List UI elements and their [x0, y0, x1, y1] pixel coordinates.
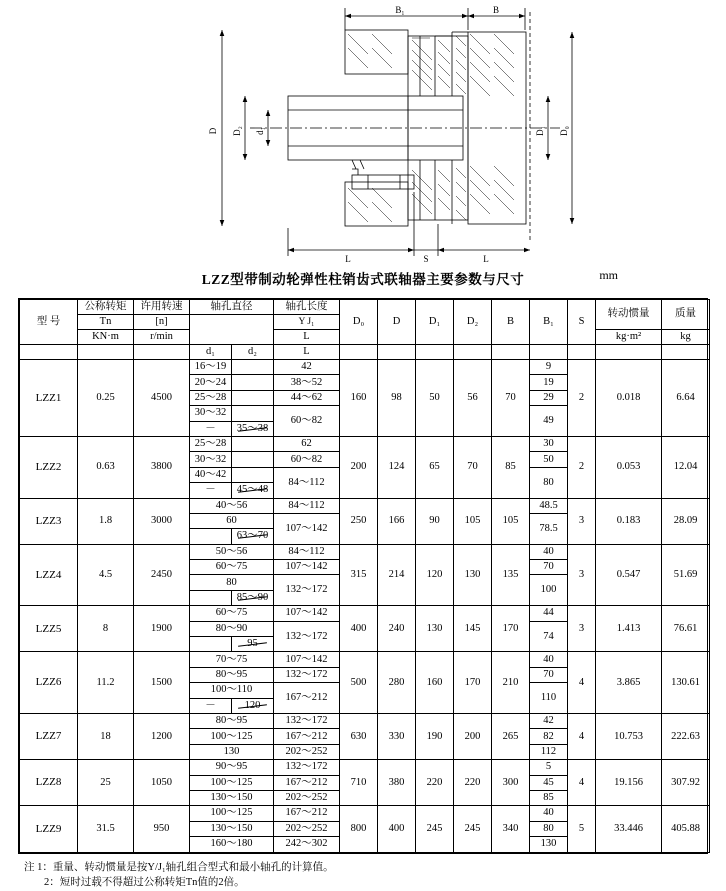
cell-bore-d1: 40～42 — [190, 467, 232, 482]
cell-bore-length: 202～252 — [274, 821, 340, 836]
cell-bore-diameter: 80 — [190, 575, 274, 590]
cell-B: 170 — [492, 606, 530, 652]
table-row — [20, 760, 710, 775]
cell-D1: 120 — [416, 544, 454, 606]
cell-B1: 40 — [530, 806, 568, 821]
dim-label-L-left: L — [345, 254, 351, 264]
strikethrough-mark — [238, 704, 267, 709]
cell-D0: 800 — [340, 806, 378, 852]
cell-D0: 200 — [340, 436, 378, 498]
cell-B1: 80 — [530, 821, 568, 836]
cell-D1: 160 — [416, 652, 454, 714]
cell-bore-length: 167～212 — [274, 775, 340, 790]
dim-label-D0: D₀ — [559, 126, 569, 136]
cell-bore-d2: 120 — [232, 698, 274, 713]
cell-bore-d1: 30～32 — [190, 452, 232, 467]
cell-D2: 105 — [454, 498, 492, 544]
cell-mass: 12.04 — [662, 436, 710, 498]
cell-S: 5 — [568, 806, 596, 852]
cell-bore-length: 84～112 — [274, 467, 340, 498]
cell-bore-d2 — [232, 390, 274, 405]
th-bore-len-type: Y J₁ — [274, 315, 340, 330]
cell-bore-length: 167～212 — [274, 729, 340, 744]
cell-D0: 500 — [340, 652, 378, 714]
cell-D2: 56 — [454, 360, 492, 437]
cell-S: 4 — [568, 652, 596, 714]
th-B1: B₁ — [530, 300, 568, 345]
cell-mass: 6.64 — [662, 360, 710, 437]
th-bore-len: 轴孔长度 — [274, 300, 340, 315]
cell-bore-d2 — [232, 406, 274, 421]
th-D: D — [378, 300, 416, 345]
cell-torque: 31.5 — [78, 806, 134, 852]
cell-mass: 51.69 — [662, 544, 710, 606]
cell-B: 85 — [492, 436, 530, 498]
cell-model: LZZ8 — [20, 760, 78, 806]
cell-bore-diameter: 50～56 — [190, 544, 274, 559]
cell-bore-diameter: 60～75 — [190, 606, 274, 621]
cell-inertia: 10.753 — [596, 713, 662, 759]
cell-D: 280 — [378, 652, 416, 714]
th-blank-torque — [78, 345, 134, 360]
cell-B1: 110 — [530, 683, 568, 714]
strikethrough-mark — [238, 596, 267, 601]
cell-mass: 28.09 — [662, 498, 710, 544]
cell-inertia: 0.018 — [596, 360, 662, 437]
th-bore-dia: 轴孔直径 — [190, 300, 274, 315]
coupling-drawing-svg — [0, 0, 726, 268]
cell-bore-length: 44～62 — [274, 390, 340, 405]
cell-B1: 9 — [530, 360, 568, 375]
cell-model: LZZ2 — [20, 436, 78, 498]
cell-bore-diameter: 130～150 — [190, 790, 274, 805]
cell-S: 3 — [568, 544, 596, 606]
table-row — [20, 713, 710, 728]
cell-bore-diameter: 100～125 — [190, 806, 274, 821]
th-blank-D1 — [416, 345, 454, 360]
cell-B1: 44 — [530, 606, 568, 621]
cell-torque: 18 — [78, 713, 134, 759]
cell-bore-length: 107～142 — [274, 513, 340, 544]
cell-bore-diameter: 130 — [190, 744, 274, 759]
cell-D2: 220 — [454, 760, 492, 806]
cell-speed: 2450 — [134, 544, 190, 606]
cell-bore-length: 60～82 — [274, 406, 340, 437]
cell-D1: 245 — [416, 806, 454, 852]
table-row — [20, 360, 710, 375]
cell-speed: 4500 — [134, 360, 190, 437]
dim-label-d1: d₁ — [255, 127, 265, 135]
cell-D0: 315 — [340, 544, 378, 606]
cell-bore-length: 42 — [274, 360, 340, 375]
cell-mass: 222.63 — [662, 713, 710, 759]
cell-D0: 250 — [340, 498, 378, 544]
table-row — [20, 436, 710, 451]
table-title: LZZ型带制动轮弹性柱销齿式联轴器主要参数与尺寸 — [202, 272, 525, 287]
cell-D: 166 — [378, 498, 416, 544]
cell-bore-length: 132～172 — [274, 760, 340, 775]
cell-bore-length: 202～252 — [274, 744, 340, 759]
cell-model: LZZ1 — [20, 360, 78, 437]
cell-B: 340 — [492, 806, 530, 852]
th-torque-2: Tn — [78, 315, 134, 330]
dim-label-B: B — [493, 5, 499, 15]
cell-B1: 70 — [530, 667, 568, 682]
cell-B1: 45 — [530, 775, 568, 790]
cell-torque: 11.2 — [78, 652, 134, 714]
th-inertia-2: kg·m² — [596, 330, 662, 345]
cell-inertia: 19.156 — [596, 760, 662, 806]
cell-bore-length: 167～212 — [274, 806, 340, 821]
table-body — [20, 360, 710, 853]
th-subheader-row — [20, 345, 710, 360]
cell-mass: 76.61 — [662, 606, 710, 652]
cell-B1: 112 — [530, 744, 568, 759]
cell-bore-length: 62 — [274, 436, 340, 451]
cell-B1: 30 — [530, 436, 568, 451]
th-S: S — [568, 300, 596, 345]
cell-D2: 70 — [454, 436, 492, 498]
cell-D1: 190 — [416, 713, 454, 759]
th-mass-1: 质量 — [662, 300, 710, 330]
cell-bore-diameter: 90～95 — [190, 760, 274, 775]
cell-B1: 40 — [530, 544, 568, 559]
cell-torque: 25 — [78, 760, 134, 806]
cell-bore-length: 107～142 — [274, 606, 340, 621]
cell-speed: 3000 — [134, 498, 190, 544]
dim-label-S: S — [423, 254, 428, 264]
cell-S: 3 — [568, 606, 596, 652]
cell-bore-length: 107～142 — [274, 560, 340, 575]
cell-bore-length: 132～172 — [274, 621, 340, 652]
cell-bore-diameter: 40～56 — [190, 498, 274, 513]
cell-bore-diameter: 160～180 — [190, 837, 274, 852]
cell-speed: 1900 — [134, 606, 190, 652]
dim-label-D1: D₁ — [535, 126, 545, 136]
cell-B: 300 — [492, 760, 530, 806]
cell-B1: 82 — [530, 729, 568, 744]
cell-model: LZZ4 — [20, 544, 78, 606]
cell-B1: 70 — [530, 560, 568, 575]
th-blank-D — [378, 345, 416, 360]
cell-mass: 130.61 — [662, 652, 710, 714]
cell-speed: 1200 — [134, 713, 190, 759]
cell-torque: 4.5 — [78, 544, 134, 606]
cell-D: 214 — [378, 544, 416, 606]
cell-mass: 405.88 — [662, 806, 710, 852]
cell-D2: 145 — [454, 606, 492, 652]
cell-torque: 0.25 — [78, 360, 134, 437]
cell-bore-d2 — [232, 467, 274, 482]
cell-bore-length: 38～52 — [274, 375, 340, 390]
cell-S: 4 — [568, 713, 596, 759]
th-mass-2: kg — [662, 330, 710, 345]
cell-bore-diameter: 100～125 — [190, 775, 274, 790]
cell-D1: 130 — [416, 606, 454, 652]
cell-B1: 48.5 — [530, 498, 568, 513]
table-title-row — [0, 268, 726, 294]
cell-B: 210 — [492, 652, 530, 714]
cell-bore-d1: － — [190, 421, 232, 436]
th-speed-3: r/min — [134, 330, 190, 345]
cell-bore-diameter: 70～75 — [190, 652, 274, 667]
cell-D: 380 — [378, 760, 416, 806]
cell-S: 4 — [568, 760, 596, 806]
cell-D2: 245 — [454, 806, 492, 852]
cell-B1: 29 — [530, 390, 568, 405]
cell-speed: 3800 — [134, 436, 190, 498]
cell-bore-length: 167～212 — [274, 683, 340, 714]
cell-B1: 74 — [530, 621, 568, 652]
cell-bore-diameter: 100～110 — [190, 683, 274, 698]
cell-torque: 8 — [78, 606, 134, 652]
cell-speed: 1500 — [134, 652, 190, 714]
th-D2: D₂ — [454, 300, 492, 345]
unit-label: mm — [599, 268, 618, 283]
cell-B1: 40 — [530, 652, 568, 667]
cell-bore-diameter: 130～150 — [190, 821, 274, 836]
cell-bore-length: 202～252 — [274, 790, 340, 805]
cell-B1: 85 — [530, 790, 568, 805]
th-blank-D0 — [340, 345, 378, 360]
technical-drawing — [0, 0, 726, 268]
cell-mass: 307.92 — [662, 760, 710, 806]
th-torque-3: KN·m — [78, 330, 134, 345]
cell-B1: 78.5 — [530, 513, 568, 544]
th-blank-D2 — [454, 345, 492, 360]
th-blank-B — [492, 345, 530, 360]
notes-block — [24, 860, 706, 891]
cell-bore-diameter: 80～95 — [190, 713, 274, 728]
cell-S: 2 — [568, 436, 596, 498]
dim-label-B1: B₁ — [395, 5, 404, 15]
table-row — [20, 544, 710, 559]
cell-bore-d1: 20～24 — [190, 375, 232, 390]
cell-D2: 200 — [454, 713, 492, 759]
cell-bore-d1: 16～19 — [190, 360, 232, 375]
cell-bore-length: 107～142 — [274, 652, 340, 667]
cell-bore-diameter: 100～125 — [190, 729, 274, 744]
cell-bore-length: 132～172 — [274, 575, 340, 606]
cell-model: LZZ6 — [20, 652, 78, 714]
cell-bore-diameter: 80～90 — [190, 621, 274, 636]
cell-B1: 5 — [530, 760, 568, 775]
th-B: B — [492, 300, 530, 345]
cell-bore-d2: 63～70 — [232, 529, 274, 544]
table-row — [20, 806, 710, 821]
cell-B: 70 — [492, 360, 530, 437]
table-header — [20, 300, 710, 360]
cell-D0: 630 — [340, 713, 378, 759]
cell-B1: 100 — [530, 575, 568, 606]
cell-bore-diameter: 60～75 — [190, 560, 274, 575]
cell-inertia: 3.865 — [596, 652, 662, 714]
cell-B1: 49 — [530, 406, 568, 437]
cell-D: 240 — [378, 606, 416, 652]
cell-bore-d2: 95 — [232, 637, 274, 652]
cell-torque: 1.8 — [78, 498, 134, 544]
cell-bore-d1: 25～28 — [190, 436, 232, 451]
cell-bore-d1 — [190, 637, 232, 652]
cell-D1: 90 — [416, 498, 454, 544]
cell-bore-length: 132～172 — [274, 667, 340, 682]
cell-speed: 1050 — [134, 760, 190, 806]
cell-torque: 0.63 — [78, 436, 134, 498]
th-bore-dia-blank — [190, 315, 274, 345]
cell-inertia: 0.053 — [596, 436, 662, 498]
cell-D1: 65 — [416, 436, 454, 498]
cell-D: 400 — [378, 806, 416, 852]
note-2: 2：短时过载不得超过公称转矩Tn值的2倍。 — [24, 875, 706, 891]
cell-bore-d2 — [232, 452, 274, 467]
strikethrough-mark — [238, 427, 267, 432]
th-blank-speed — [134, 345, 190, 360]
cell-bore-length: 84～112 — [274, 498, 340, 513]
cell-bore-d2 — [232, 436, 274, 451]
th-model: 型 号 — [20, 300, 78, 345]
cell-D0: 160 — [340, 360, 378, 437]
cell-S: 3 — [568, 498, 596, 544]
strikethrough-mark — [238, 642, 267, 647]
cell-B1: 50 — [530, 452, 568, 467]
dim-label-L-right: L — [483, 254, 489, 264]
th-blank-inertia — [596, 345, 662, 360]
cell-bore-d2: 85～90 — [232, 590, 274, 605]
table-row — [20, 652, 710, 667]
dim-label-D2: D₂ — [232, 126, 242, 136]
th-L2: L — [274, 345, 340, 360]
cell-bore-diameter: 80～95 — [190, 667, 274, 682]
cell-B: 265 — [492, 713, 530, 759]
th-inertia-1: 转动惯量 — [596, 300, 662, 330]
cell-D: 124 — [378, 436, 416, 498]
cell-D0: 710 — [340, 760, 378, 806]
cell-model: LZZ5 — [20, 606, 78, 652]
th-D0: D₀ — [340, 300, 378, 345]
th-speed-1: 许用转速 — [134, 300, 190, 315]
cell-bore-length: 60～82 — [274, 452, 340, 467]
strikethrough-mark — [238, 535, 267, 540]
cell-bore-d1: － — [190, 698, 232, 713]
cell-inertia: 0.183 — [596, 498, 662, 544]
cell-bore-length: 84～112 — [274, 544, 340, 559]
cell-bore-d2: 45～48 — [232, 483, 274, 498]
th-d1: d₁ — [190, 345, 232, 360]
cell-model: LZZ7 — [20, 713, 78, 759]
th-blank-B1 — [530, 345, 568, 360]
note-1: 注 1：重量、转动惯量是按Y/J₁轴孔组合型式和最小轴孔的计算值。 — [24, 860, 706, 876]
cell-D0: 400 — [340, 606, 378, 652]
th-D1: D₁ — [416, 300, 454, 345]
cell-inertia: 0.547 — [596, 544, 662, 606]
cell-bore-d2: 35～38 — [232, 421, 274, 436]
th-torque-1: 公称转矩 — [78, 300, 134, 315]
cell-S: 2 — [568, 360, 596, 437]
cell-B1: 80 — [530, 467, 568, 498]
th-speed-2: [n] — [134, 315, 190, 330]
table-row — [20, 498, 710, 513]
cell-D: 330 — [378, 713, 416, 759]
cell-inertia: 33.446 — [596, 806, 662, 852]
table-row — [20, 606, 710, 621]
cell-bore-length: 132～172 — [274, 713, 340, 728]
cell-B1: 130 — [530, 837, 568, 852]
cell-bore-d1 — [190, 590, 232, 605]
cell-bore-d1: － — [190, 483, 232, 498]
cell-bore-d1 — [190, 529, 232, 544]
cell-bore-d2 — [232, 375, 274, 390]
strikethrough-mark — [238, 489, 267, 494]
th-blank-S — [568, 345, 596, 360]
cell-B: 135 — [492, 544, 530, 606]
cell-B1: 19 — [530, 375, 568, 390]
th-blank-mass — [662, 345, 710, 360]
cell-bore-d2 — [232, 360, 274, 375]
cell-bore-length: 242～302 — [274, 837, 340, 852]
dim-label-D-left: D — [208, 127, 218, 134]
spec-table — [19, 299, 710, 853]
th-L: L — [274, 330, 340, 345]
cell-bore-diameter: 60 — [190, 513, 274, 528]
cell-D2: 130 — [454, 544, 492, 606]
th-d2: d₂ — [232, 345, 274, 360]
cell-D1: 220 — [416, 760, 454, 806]
spec-table-wrap — [18, 298, 708, 854]
cell-inertia: 1.413 — [596, 606, 662, 652]
cell-model: LZZ9 — [20, 806, 78, 852]
cell-bore-d1: 30～32 — [190, 406, 232, 421]
cell-bore-d1: 25～28 — [190, 390, 232, 405]
cell-D: 98 — [378, 360, 416, 437]
cell-D1: 50 — [416, 360, 454, 437]
cell-B1: 42 — [530, 713, 568, 728]
cell-B: 105 — [492, 498, 530, 544]
th-blank-model — [20, 345, 78, 360]
cell-D2: 170 — [454, 652, 492, 714]
cell-speed: 950 — [134, 806, 190, 852]
cell-model: LZZ3 — [20, 498, 78, 544]
